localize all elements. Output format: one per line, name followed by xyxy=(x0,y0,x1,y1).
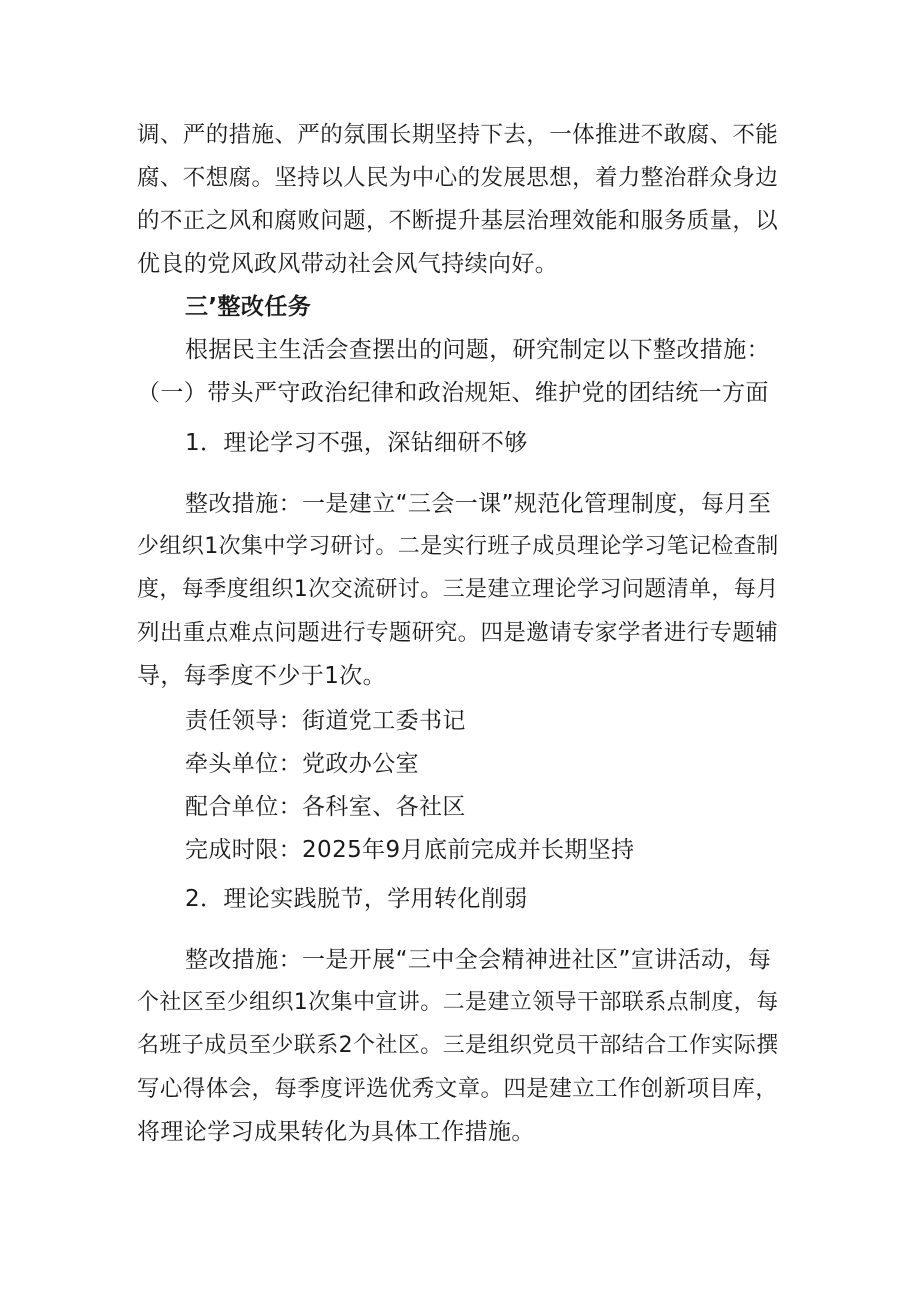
item-1-responsible-leader: 责任领导：街道党工委书记 xyxy=(185,708,466,734)
subsection-heading: （一）带头严守政治纪律和政治规矩、维护党的团结统一方面 xyxy=(137,380,769,406)
item-2-measures-line-3: 名班子成员至少联系2个社区。三是组织党员干部结合工作实际撰 xyxy=(137,1033,779,1058)
section-heading: 三’整改任务 xyxy=(185,294,312,320)
intro-line-2: 腐、不想腐。坚持以人民为中心的发展思想，着力整治群众身边 xyxy=(137,165,779,191)
section-intro: 根据民主生活会查摆出的问题，研究制定以下整改措施： xyxy=(185,337,770,363)
item-1-lead-unit: 牵头单位：党政办公室 xyxy=(185,751,419,777)
intro-line-1: 调、严的措施、严的氛围长期坚持下去，一体推进不敢腐、不能 xyxy=(137,122,779,148)
item-1-cooperating-units: 配合单位：各科室、各社区 xyxy=(185,794,466,820)
item-1-measures-line-1: 整改措施：一是建立“三会一课”规范化管理制度，每月至 xyxy=(185,491,772,517)
item-1-measures-line-4: 列出重点难点问题进行专题研究。四是邀请专家学者进行专题辅 xyxy=(137,620,779,646)
item-2-measures-line-4: 写心得体会，每季度评选优秀文章。四是建立工作创新项目库， xyxy=(137,1076,779,1102)
item-1-deadline: 完成时限：2025年9月底前完成并长期坚持 xyxy=(185,837,635,863)
item-1-measures-line-3: 度，每季度组织1次交流研讨。三是建立理论学习问题清单，每月 xyxy=(137,577,779,602)
item-2-title: 2．理论实践脱节，学用转化削弱 xyxy=(185,886,528,912)
intro-line-3: 的不正之风和腐败问题，不断提升基层治理效能和服务质量，以 xyxy=(137,208,779,234)
item-1-title: 1．理论学习不强，深钻细研不够 xyxy=(185,430,528,456)
item-1-measures-line-5: 导，每季度不少于1次。 xyxy=(137,663,387,689)
intro-line-4: 优良的党风政风带动社会风气持续向好。 xyxy=(137,251,559,277)
item-2-measures-line-1: 整改措施：一是开展“三中全会精神进社区”宣讲活动，每 xyxy=(185,947,772,973)
item-2-measures-line-5: 将理论学习成果转化为具体工作措施。 xyxy=(137,1119,535,1145)
item-1-measures-line-2: 少组织1次集中学习研讨。二是实行班子成员理论学习笔记检查制 xyxy=(137,534,779,559)
item-2-measures-line-2: 个社区至少组织1次集中宣讲。二是建立领导干部联系点制度，每 xyxy=(137,990,779,1015)
